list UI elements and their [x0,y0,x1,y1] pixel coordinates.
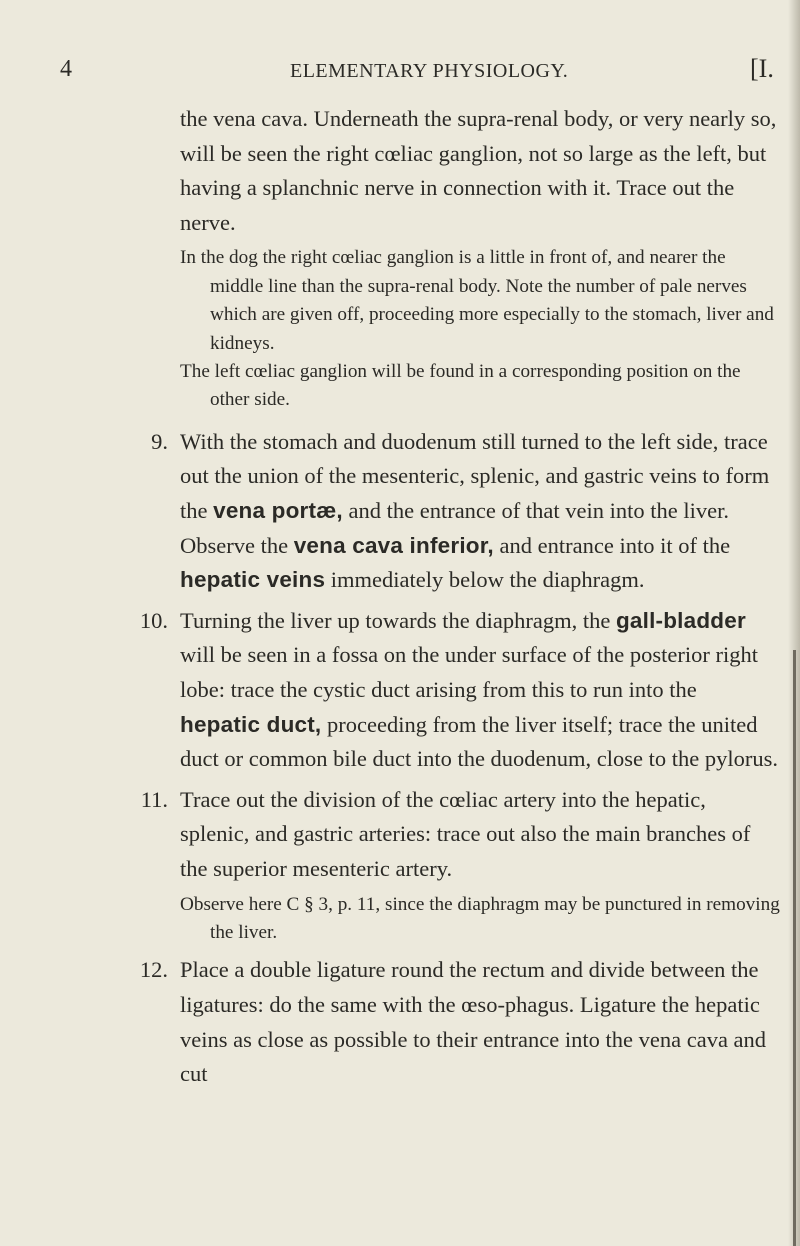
item-9-part-2: and the entrance of that vein into the liver. Observe the [180,498,729,558]
item-10-number: 10. [139,607,168,633]
opening-note-1: In the dog the right cœliac ganglion is a little in front of, and nearer the middle line than the supra-renal body. Note the number of pale nerves which are given off, proceeding more especially to the stomach, liver and kidneys. [180,247,774,354]
term-gall-bladder: gall-bladder [615,607,746,633]
running-title: ELEMENTARY PHYSIOLOGY. [290,60,569,82]
item-11 [140,783,780,887]
item-9-part-1: With the stomach and duodenum still turned to the left side, trace out the union of the mesenteric, splenic, and gastric veins to form the [180,428,770,523]
body-text [139,102,780,1092]
item-10-text [180,604,780,777]
item-9-text [180,425,780,598]
item-9-number: 9. [151,428,168,454]
page-number: 4 [60,56,72,82]
item-9-part-4: immediately below the diaphragm. [325,567,645,593]
section-marker: [I. [750,54,774,83]
term-hepatic-veins: hepatic veins [180,567,326,593]
opening-paragraph: the vena cava. Underneath the supra-renal body, or very nearly so, will be seen the right cœliac ganglion, not so large as the left, but having a splanchnic nerve in connection with it. Trace out the nerve. [180,106,777,235]
term-hepatic-duct: hepatic duct, [180,711,322,737]
item-10-part-1: Turning the liver up towards the diaphragm, the [180,607,616,633]
term-vena-cava-inferior: vena cava inferior, [293,532,494,558]
item-10-part-2: will be seen in a fossa on the under surface of the posterior right lobe: trace the cystic duct arising from this to run into the [180,642,758,702]
page-edge-line [793,650,796,1246]
item-10-part-3: proceeding from the liver itself; trace the united duct or common bile duct into the duodenum, close to the pylorus. [180,711,779,772]
opening-note-2: The left cœliac ganglion will be found in a corresponding position on the other side. [180,361,741,411]
item-12-number: 12. [139,957,168,983]
running-head [60,52,780,86]
item-9-part-3: and entrance into it of the [493,532,731,558]
item-11-text: Trace out the division of the cœliac artery into the hepatic, splenic, and gastric arteries: trace out also the main branches of the superior mesenteric artery. [180,786,751,881]
item-12 [139,953,780,1091]
item-12-text: Place a double ligature round the rectum and divide between the ligatures: do the same with the œso-phagus. Ligature the hepatic veins as close as possible to their entrance into the vena cava and cut [180,957,767,1087]
item-9 [151,425,780,598]
term-vena-portae: vena portæ, [213,498,343,523]
item-11-note: Observe here C § 3, p. 11, since the diaphragm may be punctured in removing the liver. [180,893,780,943]
item-11-number: 11. [140,786,168,812]
item-10 [139,604,780,777]
